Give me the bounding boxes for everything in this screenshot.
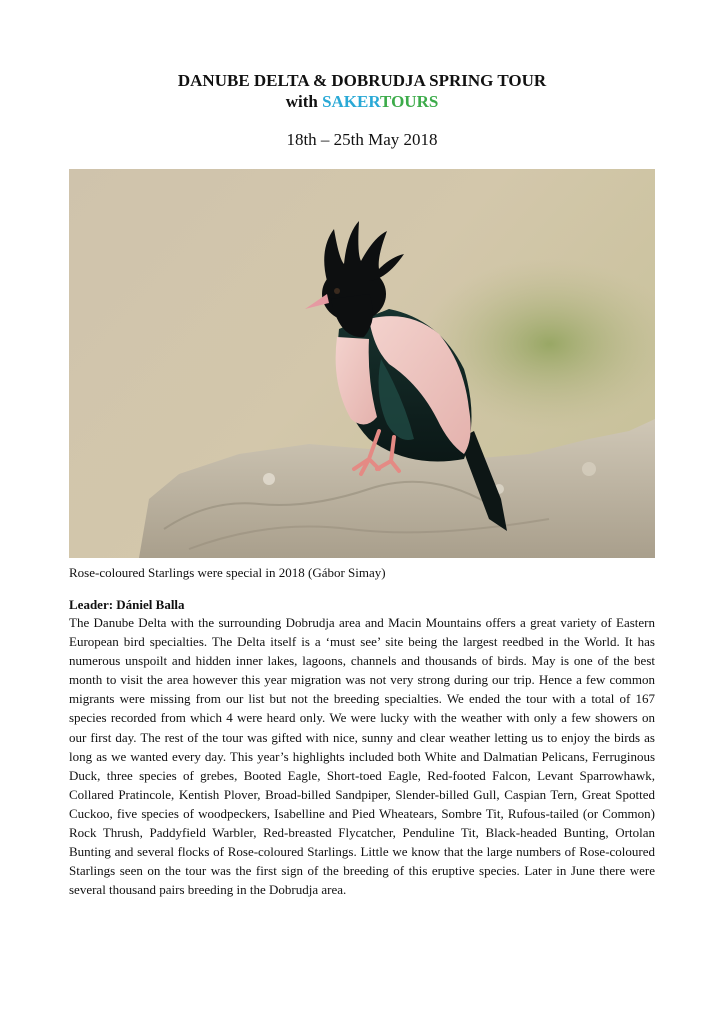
brand-tours: TOURS (380, 92, 439, 111)
starling-photo (69, 169, 655, 558)
tour-date: 18th – 25th May 2018 (286, 130, 438, 149)
report-paragraph: The Danube Delta with the surrounding Dobrudja area and Macin Mountains offers a great variety of Eastern European bird specialties. The Delta itself is a ‘must see’ site being the largest reedbed in the World. It has numerous unspoilt and hidden inner lakes, lagoons, channels and thousands of birds. May is one of the best month to visit the area however this year migration was not very strong during our trip. Hence a few common migrants were missing from our list but not the breeding specialties. We ended the tour with a total of 167 species recorded from which 4 were heard only. We were lucky with the weather with only a few showers on our first day. The rest of the tour was gifted with nice, sunny and clear weather letting us to enjoy the birds as long as we wanted every day. This year’s highlights included both White and Dalmatian Pelicans, Ferruginous Duck, three species of grebes, Booted Eagle, Short-toed Eagle, Red-footed Falcon, Levant Sparrowhawk, Collared Pratincole, Kentish Plover, Broad-billed Sandpiper, Slender-billed Gull, Caspian Tern, Great Spotted Cuckoo, five species of woodpeckers, Isabelline and Pied Wheatears, Sombre Tit, Rufous-tailed (or Common) Rock Thrush, Paddyfield Warbler, Red-breasted Flycatcher, Penduline Tit, Black-headed Bunting, Ortolan Bunting and several flocks of Rose-coloured Starlings. Little we know that the large numbers of Rose-coloured Starlings seen on the tour was the first sign of the breeding of this eruptive species. Later in June there were several thousand pairs breeding in the Dobrudja area. (69, 615, 655, 898)
brand-saker: SAKER (322, 92, 381, 111)
photo-caption: Rose-coloured Starlings were special in 2018 (Gábor Simay) (69, 565, 386, 580)
title-prefix: with (285, 92, 323, 111)
title-line-1: DANUBE DELTA & DOBRUDJA SPRING TOUR (177, 71, 547, 90)
title-line-2 (0, 91, 724, 112)
document-title (0, 70, 724, 112)
leader-heading: Leader: Dániel Balla (69, 597, 185, 612)
